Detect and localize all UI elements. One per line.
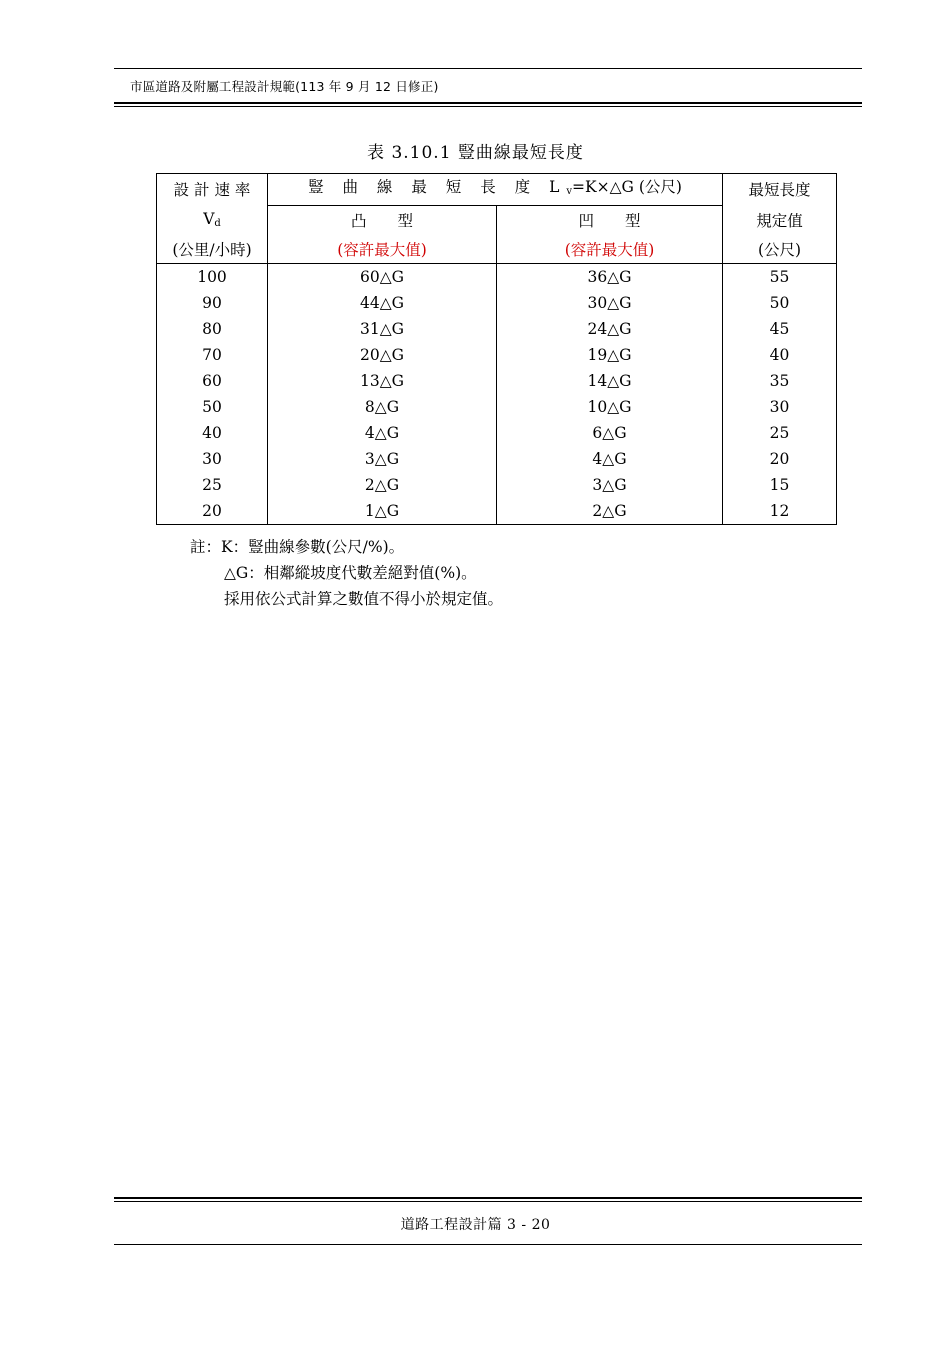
cell-speed: 80 <box>157 316 268 342</box>
cell-convex: 44△G <box>268 290 497 316</box>
table-header-row-2 <box>157 206 837 237</box>
length-group-header: 豎 曲 線 最 短 長 度 $L_v=K\times\triangle G$ (公尺) <box>268 174 723 206</box>
cell-convex: 20△G <box>268 342 497 368</box>
cell-min: 35 <box>723 368 837 394</box>
cell-concave: 30△G <box>497 290 723 316</box>
table-row <box>157 368 837 394</box>
cell-convex: 4△G <box>268 420 497 446</box>
table-row <box>157 263 837 290</box>
note-delta-g: △G：相鄰縱坡度代數差絕對值(%)。 <box>224 564 477 582</box>
table-row <box>157 420 837 446</box>
table-row <box>157 316 837 342</box>
cell-convex: 3△G <box>268 446 497 472</box>
vertical-curve-table <box>156 173 837 525</box>
cell-min: 40 <box>723 342 837 368</box>
convex-header: 凸 型 <box>268 206 497 237</box>
concave-header: 凹 型 <box>497 206 723 237</box>
cell-speed: 20 <box>157 498 268 525</box>
footer-rule-bottom <box>114 1244 862 1245</box>
cell-convex: 8△G <box>268 394 497 420</box>
cell-concave: 3△G <box>497 472 723 498</box>
speed-symbol: $V_d$ <box>157 206 268 237</box>
cell-speed: 50 <box>157 394 268 420</box>
table-header-row-1 <box>157 174 837 206</box>
speed-header: 設 計 速 率 <box>157 174 268 206</box>
cell-convex: 1△G <box>268 498 497 525</box>
cell-speed: 30 <box>157 446 268 472</box>
cell-min: 50 <box>723 290 837 316</box>
cell-speed: 100 <box>157 263 268 290</box>
cell-min: 45 <box>723 316 837 342</box>
cell-min: 12 <box>723 498 837 525</box>
note-k: 註：K：豎曲線參數(公尺/%)。 <box>190 538 405 556</box>
cell-concave: 6△G <box>497 420 723 446</box>
cell-min: 20 <box>723 446 837 472</box>
cell-concave: 24△G <box>497 316 723 342</box>
min-length-header-2: 規定值 <box>723 206 837 237</box>
table-row <box>157 342 837 368</box>
table-row <box>157 290 837 316</box>
min-length-unit: (公尺) <box>723 237 837 264</box>
cell-speed: 70 <box>157 342 268 368</box>
cell-concave: 19△G <box>497 342 723 368</box>
cell-min: 30 <box>723 394 837 420</box>
cell-convex: 60△G <box>268 263 497 290</box>
notes <box>190 534 503 612</box>
note-rule: 採用依公式計算之數值不得小於規定值。 <box>224 590 504 608</box>
cell-speed: 90 <box>157 290 268 316</box>
cell-concave: 36△G <box>497 263 723 290</box>
table-row <box>157 446 837 472</box>
cell-speed: 60 <box>157 368 268 394</box>
table-header-row-3 <box>157 237 837 264</box>
cell-concave: 14△G <box>497 368 723 394</box>
concave-note: (容許最大值) <box>497 237 723 264</box>
table-row <box>157 394 837 420</box>
page-header: 市區道路及附屬工程設計規範(113 年 9 月 12 日修正) <box>130 79 439 94</box>
page-footer: 道路工程設計篇 3 - 20 <box>400 1217 551 1233</box>
header-rule-thick <box>114 102 862 104</box>
cell-min: 15 <box>723 472 837 498</box>
cell-concave: 10△G <box>497 394 723 420</box>
header-rule-top <box>114 68 862 69</box>
min-length-header: 最短長度 <box>723 174 837 206</box>
cell-min: 25 <box>723 420 837 446</box>
table-title: 表 3.10.1 豎曲線最短長度 <box>367 143 584 163</box>
cell-concave: 4△G <box>497 446 723 472</box>
cell-min: 55 <box>723 263 837 290</box>
cell-speed: 40 <box>157 420 268 446</box>
table-row <box>157 498 837 525</box>
cell-convex: 31△G <box>268 316 497 342</box>
cell-speed: 25 <box>157 472 268 498</box>
cell-concave: 2△G <box>497 498 723 525</box>
speed-unit: (公里/小時) <box>157 237 268 264</box>
cell-convex: 13△G <box>268 368 497 394</box>
header-rule-thin <box>114 106 862 107</box>
table-row <box>157 472 837 498</box>
convex-note: (容許最大值) <box>268 237 497 264</box>
footer-rule-thin <box>114 1201 862 1202</box>
cell-convex: 2△G <box>268 472 497 498</box>
footer-rule-thick <box>114 1197 862 1199</box>
